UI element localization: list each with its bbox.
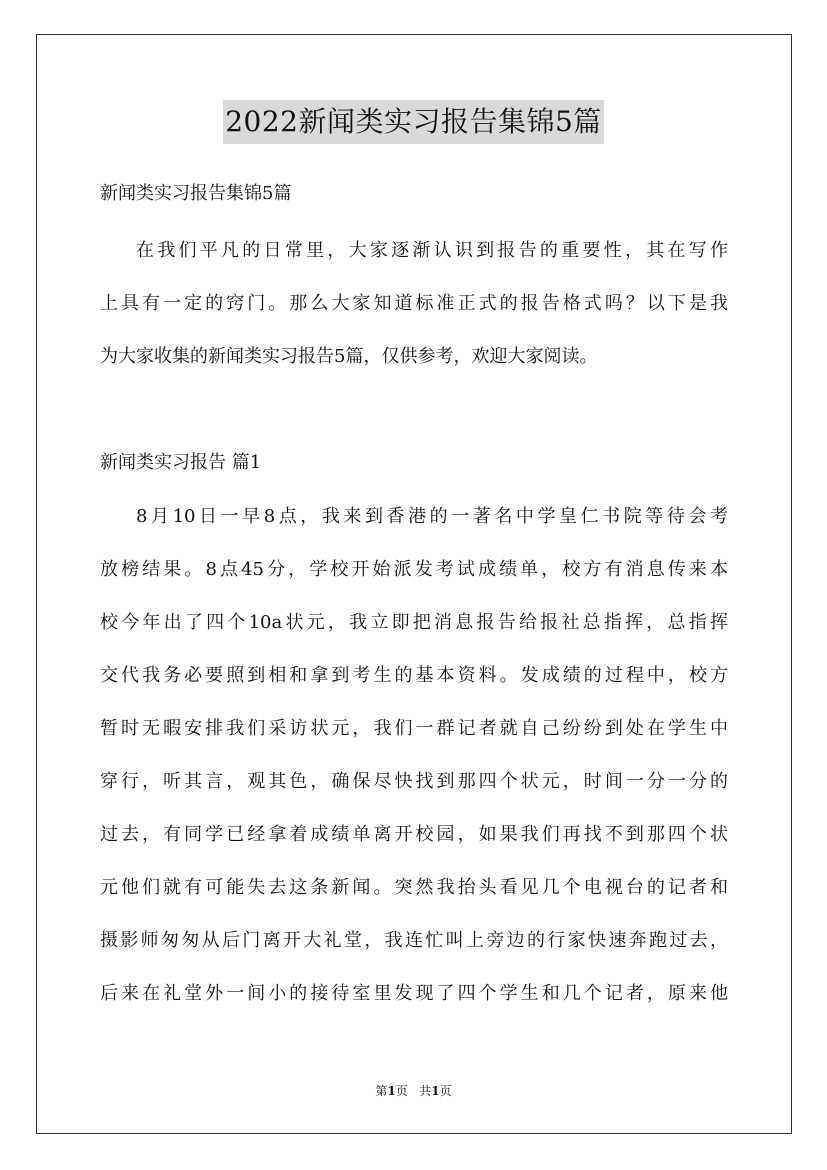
page-label-prefix: 第 (375, 1084, 388, 1098)
document-body (100, 176, 728, 1011)
section-1-line-4: 交代我务必要照到相和拿到考生的基本资料。发成绩的过程中，校方 (100, 665, 728, 686)
section-1-line-7: 过去，有同学已经拿着成绩单离开校园，如果我们再找不到那四个状 (100, 824, 728, 845)
intro-line-3: 为大家收集的新闻类实习报告5篇，仅供参考，欢迎大家阅读。 (100, 346, 598, 367)
page-number: 1 (387, 1084, 396, 1098)
page-footer (0, 1082, 827, 1100)
section-1-line-5: 暂时无暇安排我们采访状元，我们一群记者就自己纷纷到处在学生中 (100, 718, 728, 739)
title-container (0, 100, 827, 144)
section-1-line-10: 后来在礼堂外一间小的接待室里发现了四个学生和几个记者，原来他 (100, 983, 728, 1004)
section-1-paragraph (100, 499, 728, 1011)
intro-paragraph (100, 233, 728, 374)
section-1-line-2: 放榜结果。8点45分，学校开始派发考试成绩单，校方有消息传来本 (100, 559, 728, 580)
total-suffix: 页 (439, 1084, 452, 1098)
total-pages: 1 (431, 1084, 440, 1098)
intro-line-1: 在我们平凡的日常里，大家逐渐认识到报告的重要性，其在写作 (136, 240, 728, 261)
section-heading-1: 新闻类实习报告 篇1 (100, 452, 262, 473)
page-label-suffix: 页 (395, 1084, 408, 1098)
intro-line-2: 上具有一定的窍门。那么大家知道标准正式的报告格式吗？以下是我 (100, 293, 728, 314)
section-1-line-9: 摄影师匆匆从后门离开大礼堂，我连忙叫上旁边的行家快速奔跑过去， (100, 930, 728, 951)
total-prefix: 共 (419, 1084, 432, 1098)
section-1-line-3: 校今年出了四个10a状元，我立即把消息报告给报社总指挥，总指挥 (100, 612, 728, 633)
section-1-line-1: 8月10日一早8点，我来到香港的一著名中学皇仁书院等待会考 (136, 506, 728, 527)
section-1-line-6: 穿行，听其言，观其色，确保尽快找到那四个状元，时间一分一分的 (100, 771, 728, 792)
document-title: 2022新闻类实习报告集锦5篇 (223, 100, 604, 144)
section-1-line-8: 元他们就有可能失去这条新闻。突然我抬头看见几个电视台的记者和 (100, 877, 728, 898)
document-subtitle: 新闻类实习报告集锦5篇 (100, 183, 292, 204)
